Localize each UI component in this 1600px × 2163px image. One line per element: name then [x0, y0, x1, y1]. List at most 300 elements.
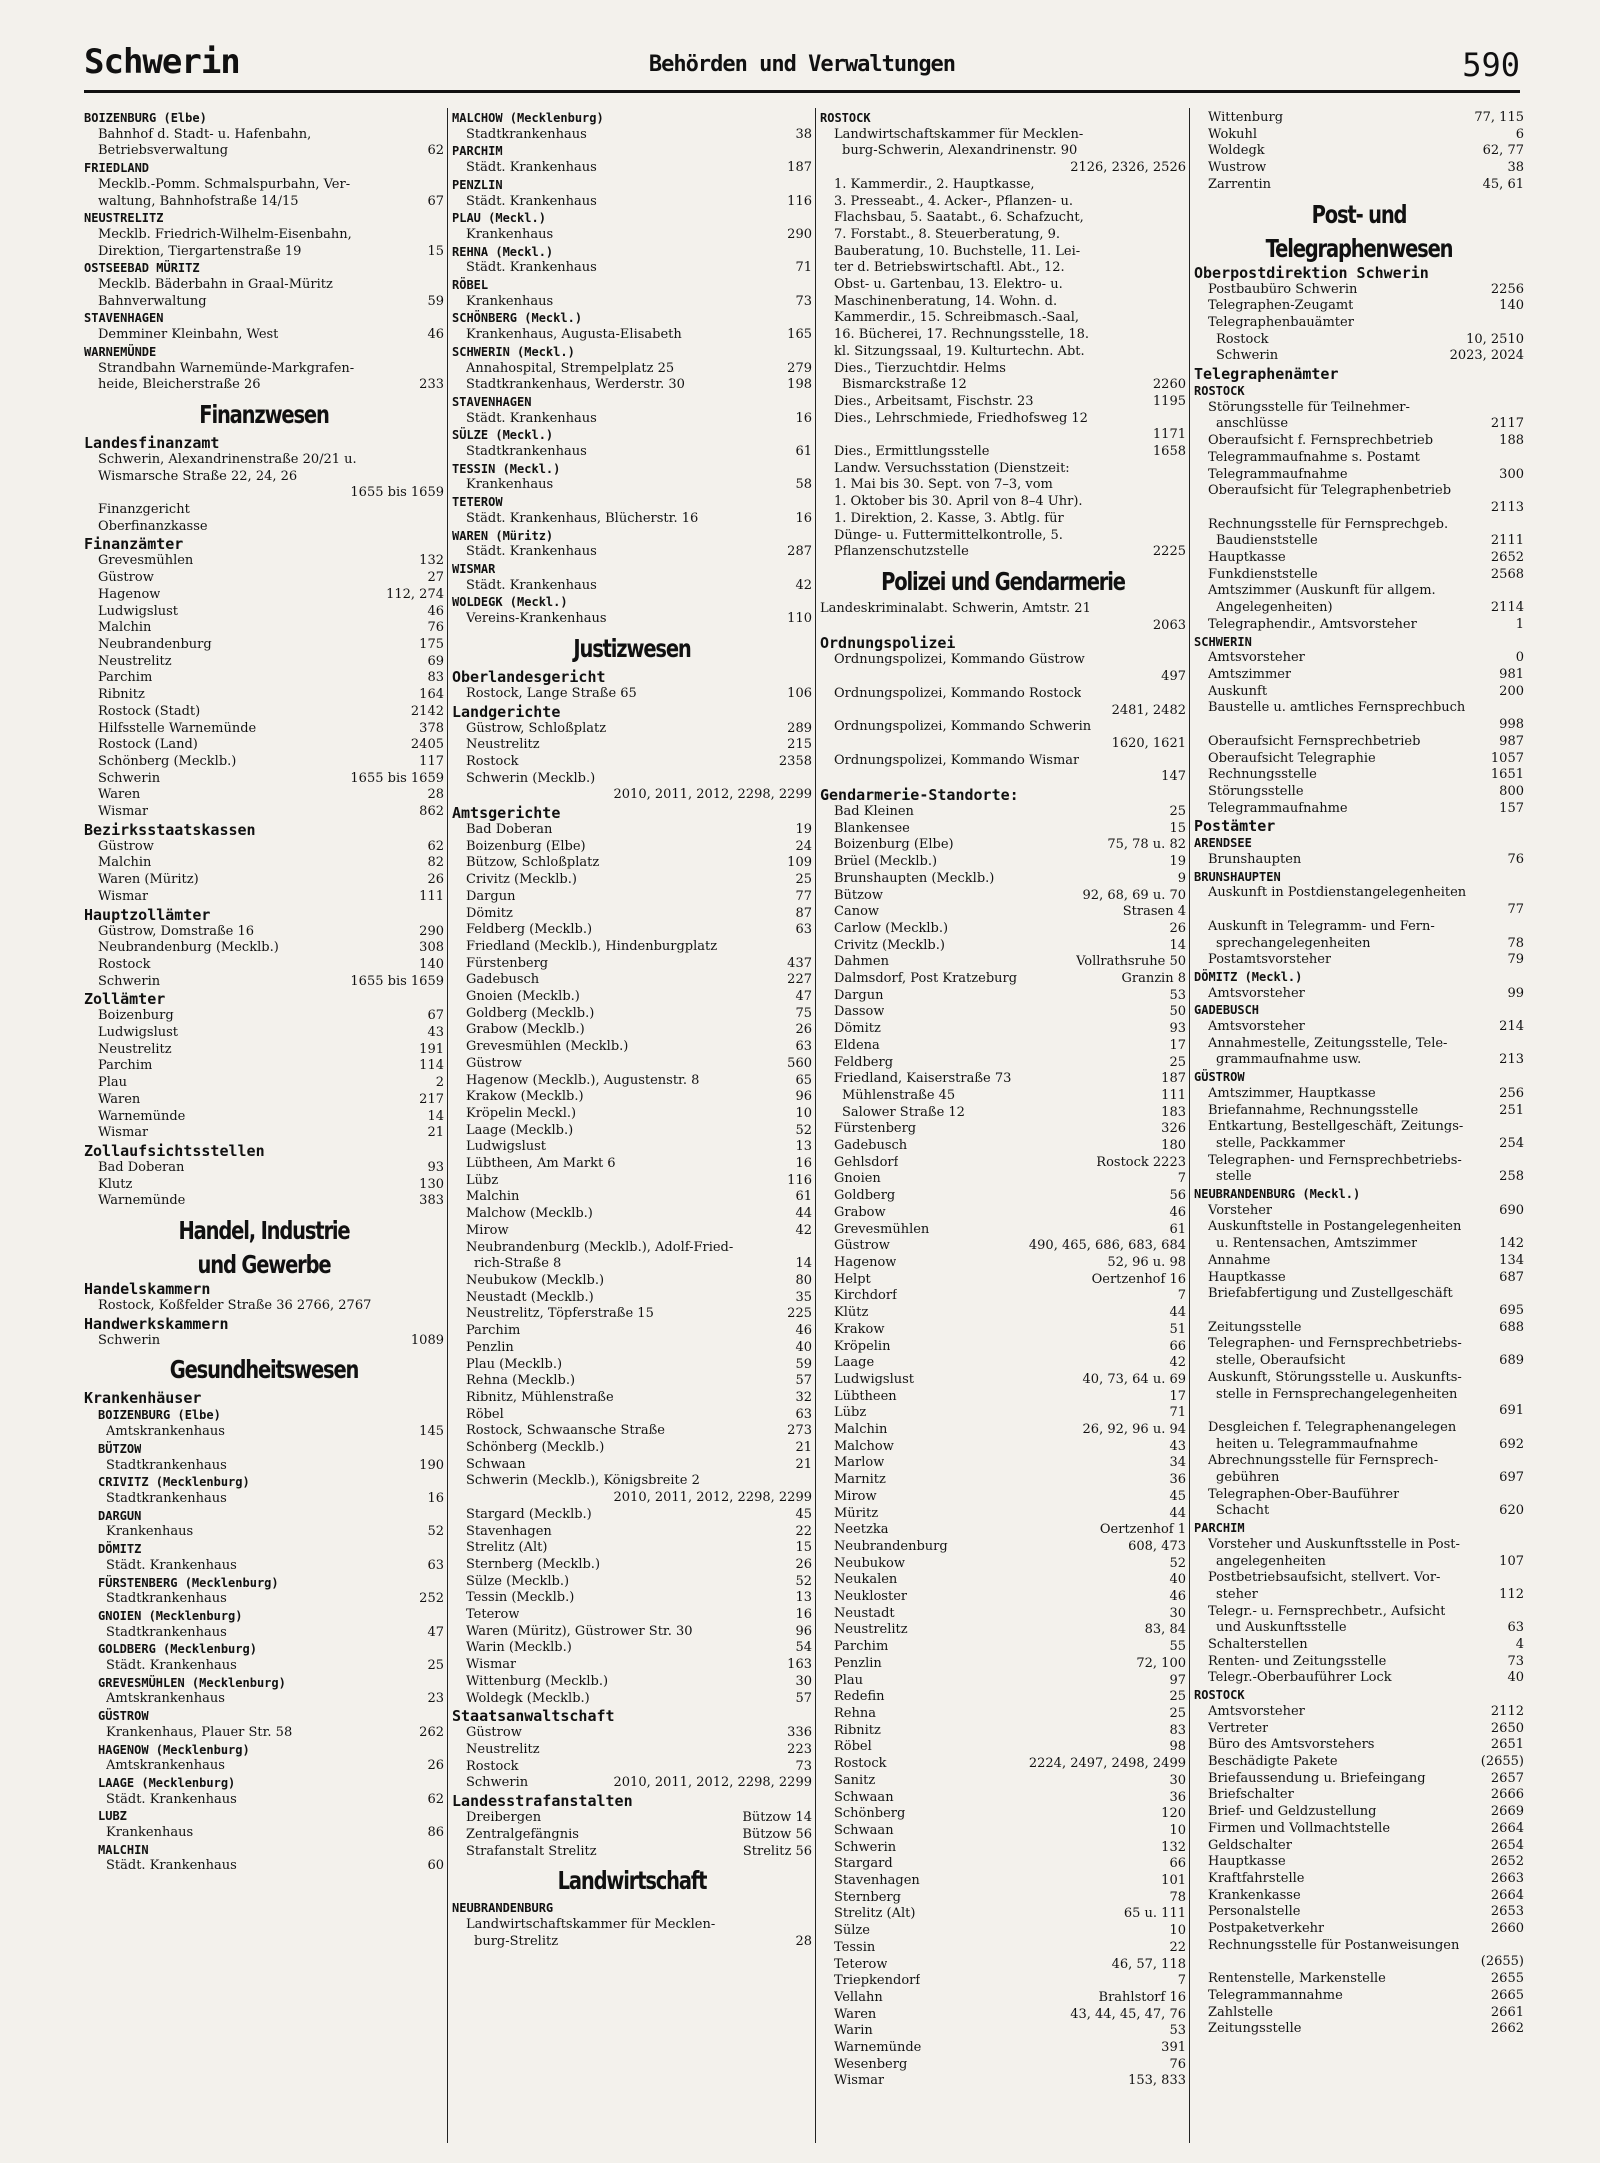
place-heading: WOLDEGK (Meckl.): [452, 595, 568, 610]
subsection-heading: Amtsgerichte: [452, 804, 561, 823]
directory-entry: [820, 411, 1186, 428]
entry-name: Ordnungspolizei, Kommando Wismar: [834, 752, 1080, 768]
phone-number: 96: [795, 1089, 812, 1105]
entry-name: Wesenberg: [834, 2056, 908, 2072]
entry-name: Zarrentin: [1208, 176, 1272, 192]
entry-name: Neubukow (Mecklb.): [466, 1273, 605, 1288]
directory-entry: [452, 1273, 812, 1290]
directory-entry: [1194, 483, 1524, 500]
entry-name: Krankenhaus, Augusta-Elisabeth: [466, 327, 682, 343]
entry-name: Kammerdir., 15. Schreibmasch.-Saal,: [834, 310, 1080, 326]
phone-number: 30: [1169, 1772, 1186, 1788]
entry-name: Klutz: [98, 1176, 133, 1192]
entry-name: Plau: [98, 1075, 128, 1091]
place-heading: ARENDSEE: [1194, 836, 1252, 851]
directory-entry: [84, 855, 444, 872]
directory-entry: [820, 1272, 1186, 1289]
directory-entry: [820, 821, 1186, 838]
entry-name: Briefaussendung u. Briefeingang: [1208, 1770, 1426, 1786]
entry-name: Dies., Tierzuchtdir. Helms: [834, 360, 1006, 376]
phone-number: 165: [787, 327, 812, 343]
entry-name: Krakow: [834, 1321, 885, 1337]
entry-name: Ordnungspolizei, Kommando Schwerin: [834, 719, 1092, 735]
phone-number: 69: [427, 653, 444, 669]
phone-number: 998: [1499, 717, 1524, 733]
directory-entry: [452, 1139, 812, 1156]
entry-name: Flachsbau, 5. Saatabt., 6. Schafzucht,: [834, 210, 1084, 226]
phone-number: 16: [795, 510, 812, 526]
phone-number: 58: [795, 477, 812, 493]
directory-entry: [452, 1223, 812, 1240]
phone-number: 99: [1507, 985, 1524, 1001]
directory-entry: [820, 344, 1186, 361]
phone-number: 40: [795, 1339, 812, 1355]
phone-number: 251: [1499, 1102, 1524, 1118]
phone-number: 55: [1169, 1639, 1186, 1655]
phone-number: 112: [1499, 1586, 1524, 1602]
directory-entry: [84, 277, 444, 294]
subsection-heading: Handelskammern: [84, 1280, 211, 1299]
directory-entry: [84, 1625, 444, 1642]
entry-name: Städt. Krankenhaus, Blücherstr. 16: [466, 510, 699, 526]
entry-name: Städt. Krankenhaus: [466, 160, 597, 176]
directory-entry: [84, 1025, 444, 1042]
entry-name: Dömitz: [834, 1021, 881, 1037]
phone-number: 38: [1507, 160, 1524, 176]
directory-entry: [452, 1123, 812, 1140]
entry-name: angelegenheiten: [1216, 1553, 1326, 1569]
directory-entry: [1194, 1904, 1524, 1921]
directory-entry: [84, 502, 444, 519]
directory-entry: [820, 310, 1186, 327]
entry-name: Finanzgericht: [98, 502, 190, 518]
directory-entry: [452, 686, 812, 703]
phone-number: 23: [427, 1691, 444, 1707]
directory-entry: [84, 687, 444, 704]
entry-name: Warnemünde: [98, 1193, 186, 1209]
place-heading: DÖMITZ (Meckl.): [1194, 969, 1303, 984]
directory-entry: [452, 1590, 812, 1607]
directory-entry: [1194, 1336, 1524, 1353]
directory-entry: [820, 1973, 1186, 1990]
place-heading: DARGUN: [98, 1508, 142, 1523]
place-heading: MALCHIN: [98, 1842, 149, 1857]
entry-name: Entkartung, Bestellgeschäft, Zeitungs-: [1208, 1119, 1464, 1135]
entry-name: Annahmestelle, Zeitungsstelle, Tele-: [1208, 1035, 1448, 1051]
phone-number: 692: [1499, 1436, 1524, 1452]
directory-entry: [820, 1422, 1186, 1439]
entry-name: Auskunftstelle in Postangelegenheiten: [1208, 1219, 1462, 1235]
phone-number: 92, 68, 69 u. 70: [1082, 887, 1186, 903]
phone-number: 65: [795, 1072, 812, 1088]
place-heading: CRIVITZ (Mecklenburg): [98, 1475, 250, 1490]
place-heading: GÜSTROW: [98, 1709, 149, 1724]
entry-name: Friedland, Kaiserstraße 73: [834, 1071, 1012, 1087]
directory-entry: [1194, 332, 1524, 349]
place-heading: RÖBEL: [452, 278, 489, 293]
section-heading: Justizwesen: [573, 633, 691, 663]
phone-number: 111: [419, 888, 444, 904]
directory-entry: [1194, 416, 1524, 433]
entry-name: Landw. Versuchsstation (Dienstzeit:: [834, 460, 1070, 476]
directory-entry: [452, 1810, 812, 1827]
directory-entry: [820, 1472, 1186, 1489]
entry-name: Krankenhaus: [106, 1825, 194, 1841]
entry-name: Renten- und Zeitungsstelle: [1208, 1653, 1387, 1669]
entry-name: Telegraphenbauämter: [1208, 314, 1354, 330]
phone-number: 44: [1169, 1505, 1186, 1521]
entry-name: Lübtheen, Am Markt 6: [466, 1156, 616, 1172]
directory-entry: [452, 1006, 812, 1023]
directory-entry: [452, 939, 812, 956]
directory-entry: [820, 1255, 1186, 1272]
phone-number: Granzin 8: [1121, 971, 1186, 987]
directory-entry: [452, 1490, 812, 1507]
directory-entry: [84, 1160, 444, 1177]
directory-entry: [1194, 1019, 1524, 1036]
phone-number: 10: [795, 1105, 812, 1121]
place-heading: SCHÖNBERG (Meckl.): [452, 311, 583, 326]
directory-entry: [1194, 1838, 1524, 1855]
phone-number: 1620, 1621: [1111, 735, 1186, 751]
directory-entry: [820, 1155, 1186, 1172]
phone-number: 7: [1177, 1288, 1186, 1304]
directory-entry: [1194, 1854, 1524, 1871]
phone-number: 106: [787, 685, 812, 701]
phone-number: 42: [1169, 1355, 1186, 1371]
directory-entry: [84, 1042, 444, 1059]
phone-number: 10, 2510: [1466, 331, 1524, 347]
directory-entry: [1194, 583, 1524, 600]
directory-entry: [1194, 1470, 1524, 1487]
entry-name: Gehlsdorf: [834, 1154, 899, 1170]
directory-entry: [820, 1405, 1186, 1422]
phone-number: 180: [1161, 1138, 1186, 1154]
phone-number: 63: [427, 1557, 444, 1573]
phone-number: 30: [795, 1673, 812, 1689]
directory-entry: [84, 1558, 444, 1575]
phone-number: 46: [427, 603, 444, 619]
directory-entry: [452, 1240, 812, 1257]
directory-entry: [452, 1624, 812, 1641]
entry-name: Rechnungsstelle: [1208, 767, 1317, 783]
phone-number: 22: [1169, 1939, 1186, 1955]
phone-number: 38: [795, 126, 812, 142]
entry-name: Brunshaupten: [1208, 852, 1302, 868]
entry-name: Warnemünde: [834, 2040, 922, 2056]
directory-entry: [820, 127, 1186, 144]
entry-name: Schwaan: [834, 1789, 894, 1805]
phone-number: 82: [427, 855, 444, 871]
entry-name: u. Rentensachen, Amtszimmer: [1216, 1236, 1418, 1252]
directory-entry: [820, 528, 1186, 545]
directory-entry: [820, 2073, 1186, 2090]
directory-entry: [452, 754, 812, 771]
phone-number: 76: [1507, 852, 1524, 868]
phone-number: 142: [1499, 1236, 1524, 1252]
phone-number: 2481, 2482: [1111, 702, 1186, 718]
directory-entry: [1194, 1153, 1524, 1170]
phone-number: 40, 73, 64 u. 69: [1082, 1371, 1186, 1387]
phone-number: Brahlstorf 16: [1098, 1989, 1186, 2005]
directory-entry: [820, 1305, 1186, 1322]
phone-number: 217: [419, 1091, 444, 1107]
entry-name: Kröpelin Meckl.): [466, 1105, 577, 1121]
directory-entry: [452, 127, 812, 144]
entry-name: und Auskunftsstelle: [1216, 1620, 1347, 1636]
phone-number: 2661: [1490, 2004, 1524, 2020]
directory-entry: [820, 1372, 1186, 1389]
phone-number: 2114: [1490, 600, 1524, 616]
subsection-heading: Oberpostdirektion Schwerin: [1194, 263, 1429, 282]
phone-number: 28: [427, 787, 444, 803]
entry-name: Lübz: [466, 1172, 499, 1188]
directory-entry: [452, 721, 812, 738]
entry-name: Warin (Mecklb.): [466, 1640, 572, 1656]
phone-number: 112, 274: [386, 586, 444, 602]
phone-number: 25: [1169, 1705, 1186, 1721]
directory-entry: [452, 1775, 812, 1792]
directory-entry: [820, 2057, 1186, 2074]
phone-number: 40: [1169, 1572, 1186, 1588]
entry-name: Bismarckstraße 12: [842, 377, 967, 393]
entry-name: waltung, Bahnhofstraße 14/15: [98, 193, 299, 209]
directory-entry: [1194, 1236, 1524, 1253]
phone-number: 54: [795, 1640, 812, 1656]
directory-entry: [452, 1256, 812, 1273]
phone-number: 52, 96 u. 98: [1107, 1255, 1186, 1270]
phone-number: 188: [1499, 433, 1524, 449]
directory-entry: [1194, 767, 1524, 784]
directory-entry: [1194, 177, 1524, 194]
directory-entry: [452, 1674, 812, 1691]
phone-number: 96: [795, 1623, 812, 1639]
phone-number: 233: [419, 377, 444, 393]
phone-number: 25: [427, 1658, 444, 1674]
entry-name: Waren: [834, 2006, 877, 2022]
directory-entry: [1194, 1286, 1524, 1303]
phone-number: 62: [427, 838, 444, 854]
directory-entry: [820, 1790, 1186, 1807]
directory-entry: [84, 1792, 444, 1809]
entry-name: Landeskriminalabt. Schwerin, Amtstr. 21: [820, 600, 1091, 616]
phone-number: 2224, 2497, 2498, 2499: [1028, 1756, 1186, 1772]
entry-name: Schwerin: [1216, 348, 1279, 364]
directory-entry: [820, 477, 1186, 494]
directory-entry: [820, 1055, 1186, 1072]
entry-name: Wokuhl: [1208, 126, 1258, 142]
entry-name: Schwerin: [98, 973, 161, 989]
directory-entry: [452, 1440, 812, 1457]
phone-number: 140: [419, 956, 444, 972]
entry-name: Rostock: [834, 1756, 887, 1772]
phone-number: 2651: [1490, 1737, 1524, 1753]
phone-number: 175: [419, 636, 444, 652]
entry-name: Röbel: [834, 1739, 872, 1755]
phone-number: 287: [787, 544, 812, 560]
directory-entry: [820, 1389, 1186, 1406]
entry-name: Städt. Krankenhaus: [466, 193, 597, 209]
directory-entry: [84, 1825, 444, 1842]
entry-name: Krankenhaus: [466, 226, 554, 242]
entry-name: Bad Kleinen: [834, 804, 914, 820]
entry-name: Funkdienststelle: [1208, 566, 1318, 582]
directory-entry: [820, 1355, 1186, 1372]
entry-name: Woldegk (Mecklb.): [466, 1690, 590, 1706]
entry-name: Postamtsvorsteher: [1208, 952, 1332, 968]
phone-number: 300: [1499, 466, 1524, 482]
phone-number: Rostock 2223: [1096, 1154, 1186, 1170]
header-city: Schwerin: [84, 42, 240, 82]
entry-name: Neustrelitz: [98, 1041, 172, 1057]
entry-name: Friedland (Mecklb.), Hindenburgplatz: [466, 938, 718, 954]
phone-number: 273: [787, 1423, 812, 1439]
phone-number: 28: [795, 1933, 812, 1949]
directory-entry: [452, 872, 812, 889]
directory-entry: [1194, 1119, 1524, 1136]
phone-number: 2660: [1490, 1921, 1524, 1937]
directory-entry: [452, 578, 812, 595]
directory-entry: [1194, 1871, 1524, 1888]
entry-name: Rechnungsstelle für Postanweisungen: [1208, 1937, 1460, 1953]
entry-name: Vorsteher: [1208, 1202, 1273, 1218]
directory-entry: [1194, 617, 1524, 634]
entry-name: Schwerin, Alexandrinenstraße 20/21 u.: [98, 451, 357, 467]
directory-entry: [1194, 784, 1524, 801]
entry-name: Güstrow, Schloßplatz: [466, 720, 607, 736]
phone-number: 2063: [1152, 617, 1186, 633]
directory-entry: [452, 1156, 812, 1173]
phone-number: 862: [419, 804, 444, 820]
entry-name: Städt. Krankenhaus: [466, 544, 597, 560]
entry-name: Schönberg (Mecklb.): [466, 1440, 605, 1456]
subsection-heading: Gendarmerie-Standorte:: [820, 786, 1019, 805]
entry-name: Klütz: [834, 1305, 869, 1321]
entry-name: Vorsteher und Auskunftsstelle in Post-: [1208, 1536, 1460, 1552]
directory-entry: [820, 1556, 1186, 1573]
directory-entry: [84, 670, 444, 687]
directory-entry: [452, 444, 812, 461]
phone-number: 697: [1499, 1470, 1524, 1486]
entry-name: Beschädigte Pakete: [1208, 1753, 1338, 1769]
entry-name: Briefschalter: [1208, 1787, 1294, 1803]
entry-name: Dreibergen: [466, 1810, 542, 1826]
directory-entry: [452, 260, 812, 277]
entry-name: Röbel: [466, 1406, 504, 1422]
phone-number: 59: [427, 293, 444, 309]
directory-entry: [820, 1004, 1186, 1021]
phone-number: 147: [1161, 769, 1186, 785]
directory-entry: [1194, 282, 1524, 299]
directory-entry: [820, 1071, 1186, 1088]
directory-entry: [820, 260, 1186, 277]
entry-name: Zeitungsstelle: [1208, 1319, 1302, 1335]
directory-entry: [452, 922, 812, 939]
directory-entry: [820, 1923, 1186, 1940]
phone-number: 187: [1161, 1071, 1186, 1087]
entry-name: Oberaufsicht für Telegraphenbetrieb: [1208, 483, 1452, 499]
entry-name: Ludwigslust: [466, 1139, 547, 1155]
entry-name: Malchin: [466, 1189, 520, 1205]
place-heading: SÜLZE (Meckl.): [452, 428, 554, 443]
entry-name: Neustrelitz: [98, 653, 172, 669]
entry-name: anschlüsse: [1216, 416, 1289, 432]
entry-name: Schwerin: [98, 770, 161, 786]
directory-entry: [820, 244, 1186, 261]
place-heading: OSTSEEBAD MÜRITZ: [84, 261, 200, 276]
phone-number: 52: [427, 1524, 444, 1540]
directory-entry: [452, 1173, 812, 1190]
entry-name: Postbaubüro Schwerin: [1208, 281, 1358, 297]
entry-name: Postbetriebsaufsicht, stellvert. Vor-: [1208, 1570, 1441, 1586]
phone-number: 36: [1169, 1789, 1186, 1805]
place-heading: BOIZENBURG (Elbe): [84, 111, 207, 125]
place-heading: BOIZENBURG (Elbe): [98, 1408, 221, 1423]
entry-name: Briefabfertigung und Zustellgeschäft: [1208, 1286, 1453, 1302]
entry-name: 7. Forstabt., 8. Steuerberatung, 9.: [834, 226, 1061, 242]
phone-number: 83, 84: [1144, 1622, 1186, 1638]
entry-name: Mirow: [834, 1488, 877, 1504]
phone-number: 44: [1169, 1305, 1186, 1321]
phone-number: 132: [1161, 1839, 1186, 1855]
entry-name: Sternberg (Mecklb.): [466, 1556, 601, 1572]
directory-entry: [820, 2007, 1186, 2024]
entry-name: Amtskrankenhaus: [106, 1424, 225, 1440]
phone-number: 213: [1499, 1052, 1524, 1068]
phone-number: 7: [1177, 1973, 1186, 1989]
place-heading: WARNEMÜNDE: [84, 344, 157, 359]
entry-name: Neubrandenburg: [98, 636, 212, 652]
phone-number: 67: [427, 1008, 444, 1024]
directory-entry: [1194, 110, 1524, 127]
phone-number: 190: [419, 1457, 444, 1473]
entry-name: Mecklb. Bäderbahn in Graal-Müritz: [98, 277, 333, 293]
entry-name: Stargard (Mecklb.): [466, 1506, 592, 1522]
phone-number: 981: [1499, 666, 1524, 682]
directory-entry: [452, 1557, 812, 1574]
entry-name: Geldschalter: [1208, 1837, 1292, 1853]
directory-entry: [1194, 734, 1524, 751]
entry-name: Neustrelitz: [466, 1741, 540, 1757]
phone-number: 45, 61: [1482, 176, 1524, 192]
directory-entry: [820, 1121, 1186, 1138]
place-heading: STAVENHAGEN: [84, 311, 164, 326]
entry-name: Müritz: [834, 1505, 879, 1521]
directory-entry: [84, 377, 444, 394]
directory-entry: [1194, 1052, 1524, 1069]
place-heading: GADEBUSCH: [1194, 1003, 1260, 1018]
entry-name: Baustelle u. amtliches Fernsprechbuch: [1208, 700, 1466, 716]
entry-name: Wismar: [98, 804, 149, 820]
phone-number: 78: [1169, 1889, 1186, 1905]
phone-number: 77: [795, 888, 812, 904]
directory-entry: [820, 1322, 1186, 1339]
entry-name: Boizenburg (Elbe): [466, 838, 586, 854]
entry-name: Städt. Krankenhaus: [106, 1557, 237, 1573]
phone-number: 73: [1507, 1653, 1524, 1669]
phone-number: 2405: [410, 737, 444, 753]
directory-entry: [452, 1457, 812, 1474]
directory-entry: [1194, 1737, 1524, 1754]
entry-name: Annahme: [1208, 1252, 1271, 1268]
phone-number: 75: [795, 1005, 812, 1021]
entry-name: Malchin: [98, 855, 152, 871]
phone-number: 40: [1507, 1670, 1524, 1686]
phone-number: 120: [1161, 1806, 1186, 1822]
entry-name: Abrechnungsstelle für Fernsprech-: [1208, 1453, 1439, 1469]
entry-name: Schwerin (Mecklb.): [466, 770, 596, 786]
phone-number: 26: [795, 1022, 812, 1038]
